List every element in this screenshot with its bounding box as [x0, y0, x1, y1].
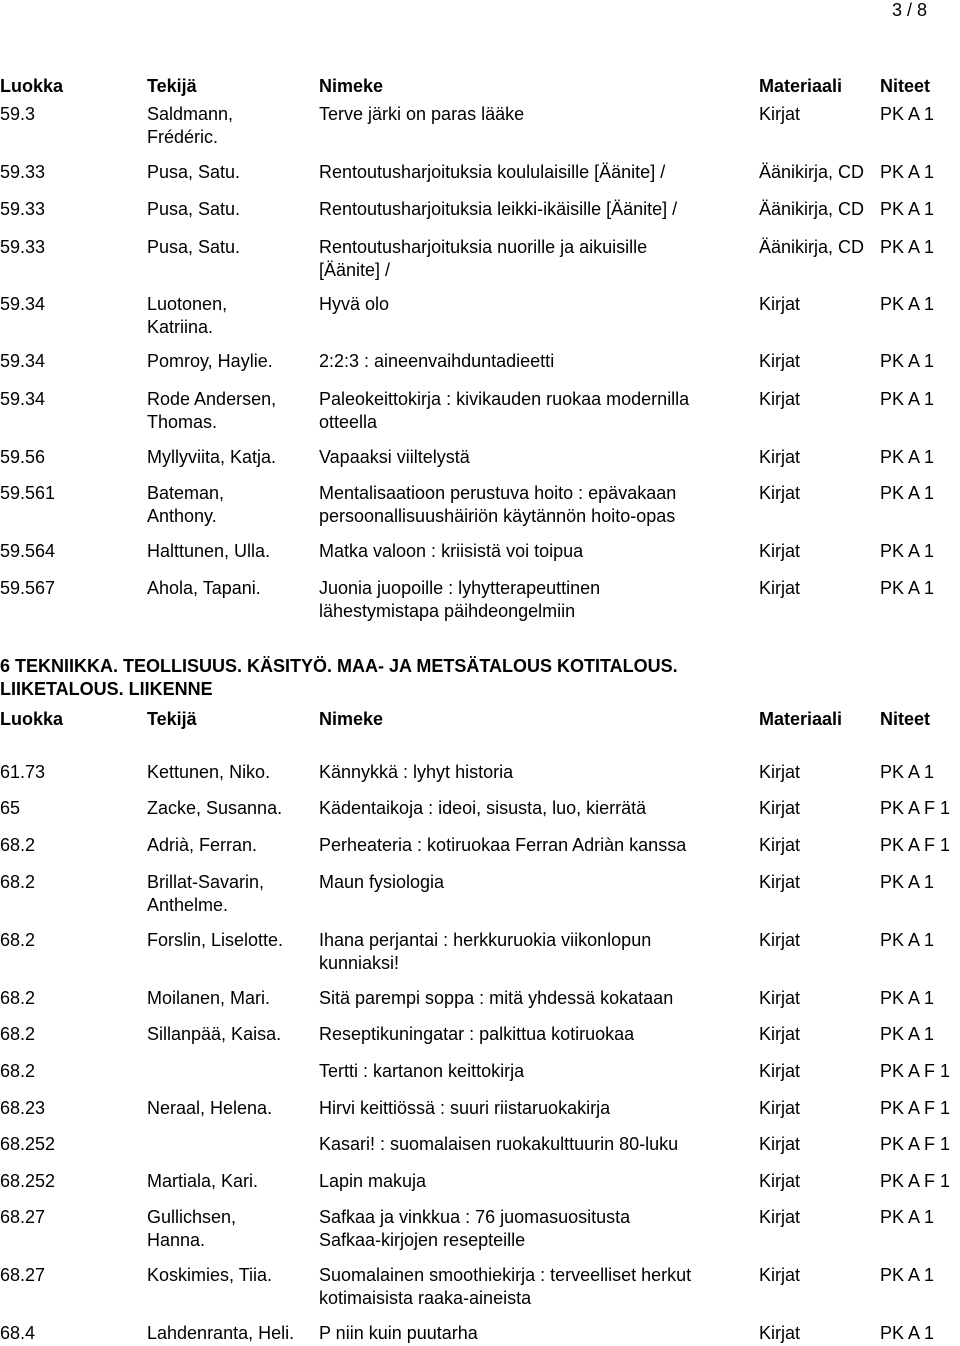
cell-luokka: 59.34 — [0, 389, 46, 409]
header-tekija: Tekijä — [147, 709, 197, 729]
cell-materiaali: Kirjat — [759, 1098, 801, 1118]
cell-materiaali: Kirjat — [759, 835, 801, 855]
cell-niteet: PK A 1 — [880, 541, 935, 561]
cell-niteet: PK A F 1 — [880, 835, 951, 855]
cell-nimeke-line: Terve järki on paras lääke — [319, 104, 525, 124]
cell-tekija-line: Saldmann, — [147, 104, 234, 124]
cell-materiaali: Kirjat — [759, 1061, 801, 1081]
cell-materiaali: Äänikirja, CD — [759, 199, 865, 219]
cell-materiaali: Kirjat — [759, 104, 801, 124]
cell-tekija-line: Sillanpää, Kaisa. — [147, 1024, 282, 1044]
cell-luokka: 68.4 — [0, 1323, 36, 1343]
cell-tekija-line: Koskimies, Tiia. — [147, 1265, 273, 1285]
cell-niteet: PK A F 1 — [880, 798, 951, 818]
cell-nimeke-line: Hirvi keittiössä : suuri riistaruokakirja — [319, 1098, 611, 1118]
cell-tekija-line: Forslin, Liselotte. — [147, 930, 284, 950]
cell-tekija — [147, 797, 282, 820]
cell-niteet: PK A F 1 — [880, 1171, 951, 1191]
cell-materiaali: Kirjat — [759, 1024, 801, 1044]
cell-tekija — [147, 834, 257, 857]
cell-nimeke — [319, 1264, 691, 1310]
cell-tekija-line: Halttunen, Ulla. — [147, 541, 271, 561]
cell-materiaali: Kirjat — [759, 1134, 801, 1154]
header-niteet: Niteet — [880, 76, 931, 96]
cell-luokka: 68.2 — [0, 835, 36, 855]
cell-tekija-line: Frédéric. — [147, 127, 219, 147]
cell-luokka: 68.2 — [0, 1024, 36, 1044]
cell-nimeke — [319, 577, 600, 623]
cell-luokka: 68.27 — [0, 1265, 46, 1285]
cell-nimeke-line: Tertti : kartanon keittokirja — [319, 1061, 525, 1081]
cell-materiaali: Äänikirja, CD — [759, 237, 865, 257]
cell-nimeke-line: 2:2:3 : aineenvaihduntadieetti — [319, 351, 555, 371]
cell-tekija-line: Luotonen, — [147, 294, 228, 314]
cell-tekija — [147, 482, 224, 528]
cell-luokka: 68.252 — [0, 1134, 56, 1154]
cell-nimeke-line: Suomalainen smoothiekirja : terveelliset herkut — [319, 1265, 692, 1285]
cell-materiaali: Äänikirja, CD — [759, 162, 865, 182]
cell-tekija-line: Pusa, Satu. — [147, 199, 241, 219]
cell-tekija-line: Moilanen, Mari. — [147, 988, 271, 1008]
cell-niteet: PK A 1 — [880, 762, 935, 782]
cell-materiaali: Kirjat — [759, 447, 801, 467]
cell-nimeke-line: Rentoutusharjoituksia koululaisille [Äänite] / — [319, 162, 666, 182]
cell-luokka: 68.252 — [0, 1171, 56, 1191]
cell-materiaali: Kirjat — [759, 389, 801, 409]
cell-tekija-line: Ahola, Tapani. — [147, 578, 261, 598]
cell-nimeke — [319, 350, 554, 373]
cell-tekija-line: Brillat-Savarin, — [147, 872, 265, 892]
cell-tekija — [147, 1264, 272, 1287]
cell-tekija — [147, 293, 227, 339]
cell-nimeke-line: Safkaa-kirjojen resepteille — [319, 1230, 526, 1250]
cell-tekija-line: Hanna. — [147, 1230, 206, 1250]
cell-materiaali: Kirjat — [759, 294, 801, 314]
cell-luokka: 68.2 — [0, 988, 36, 1008]
cell-materiaali: Kirjat — [759, 351, 801, 371]
cell-tekija — [147, 761, 270, 784]
cell-tekija — [147, 1322, 294, 1345]
cell-tekija — [147, 1206, 236, 1252]
cell-tekija — [147, 577, 261, 600]
cell-materiaali: Kirjat — [759, 872, 801, 892]
cell-tekija-line: Zacke, Susanna. — [147, 798, 283, 818]
cell-materiaali: Kirjat — [759, 988, 801, 1008]
cell-niteet: PK A 1 — [880, 294, 935, 314]
cell-tekija — [147, 236, 240, 259]
header-luokka: Luokka — [0, 76, 64, 96]
cell-nimeke — [319, 1023, 634, 1046]
cell-nimeke — [319, 871, 444, 894]
cell-niteet: PK A 1 — [880, 988, 935, 1008]
cell-tekija-line: Bateman, — [147, 483, 225, 503]
cell-nimeke — [319, 198, 677, 221]
cell-nimeke — [319, 929, 651, 975]
cell-tekija-line: Rode Andersen, — [147, 389, 277, 409]
cell-nimeke-line: Juonia juopoille : lyhytterapeuttinen — [319, 578, 601, 598]
cell-niteet: PK A 1 — [880, 447, 935, 467]
cell-luokka: 59.33 — [0, 162, 46, 182]
cell-materiaali: Kirjat — [759, 483, 801, 503]
cell-niteet: PK A 1 — [880, 483, 935, 503]
cell-tekija-line: Adrià, Ferran. — [147, 835, 258, 855]
cell-nimeke-line: otteella — [319, 412, 378, 432]
cell-nimeke-line: Vapaaksi viiltelystä — [319, 447, 470, 467]
cell-nimeke-line: Ihana perjantai : herkkuruokia viikonlopun — [319, 930, 652, 950]
cell-materiaali: Kirjat — [759, 1171, 801, 1191]
cell-luokka: 61.73 — [0, 762, 46, 782]
cell-nimeke-line: [Äänite] / — [319, 260, 391, 280]
cell-tekija — [147, 446, 276, 469]
cell-materiaali: Kirjat — [759, 1265, 801, 1285]
cell-nimeke — [319, 1322, 478, 1345]
cell-luokka: 59.33 — [0, 237, 46, 257]
cell-nimeke — [319, 1206, 630, 1252]
cell-luokka: 68.2 — [0, 930, 36, 950]
cell-niteet: PK A 1 — [880, 578, 935, 598]
cell-luokka: 59.34 — [0, 351, 46, 371]
cell-tekija — [147, 871, 264, 917]
cell-nimeke-line: Kasari! : suomalaisen ruokakulttuurin 80-luku — [319, 1134, 679, 1154]
cell-nimeke-line: Reseptikuningatar : palkittua kotiruokaa — [319, 1024, 635, 1044]
cell-luokka: 59.3 — [0, 104, 36, 124]
cell-nimeke-line: Sitä parempi soppa : mitä yhdessä kokataan — [319, 988, 674, 1008]
cell-nimeke — [319, 293, 389, 316]
cell-nimeke — [319, 236, 647, 282]
cell-luokka: 59.34 — [0, 294, 46, 314]
cell-nimeke-line: Rentoutusharjoituksia nuorille ja aikuisille — [319, 237, 648, 257]
cell-tekija-line: Pomroy, Haylie. — [147, 351, 273, 371]
cell-nimeke-line: Lapin makuja — [319, 1171, 427, 1191]
cell-nimeke-line: Kännykkä : lyhyt historia — [319, 762, 514, 782]
cell-nimeke-line: Paleokeittokirja : kivikauden ruokaa modernilla — [319, 389, 690, 409]
cell-tekija-line: Martiala, Kari. — [147, 1171, 259, 1191]
header-luokka: Luokka — [0, 709, 64, 729]
cell-nimeke — [319, 1060, 524, 1083]
cell-nimeke — [319, 1133, 678, 1156]
cell-tekija-line: Lahdenranta, Heli. — [147, 1323, 295, 1343]
cell-niteet: PK A F 1 — [880, 1061, 951, 1081]
cell-tekija — [147, 1097, 272, 1120]
cell-nimeke-line: Mentalisaatioon perustuva hoito : epävakaan — [319, 483, 677, 503]
section-title — [0, 655, 960, 701]
cell-nimeke-line: Perheateria : kotiruokaa Ferran Adriàn kanssa — [319, 835, 687, 855]
section-title-line: 6 TEKNIIKKA. TEOLLISUUS. KÄSITYÖ. MAA- JA METSÄTALOUS KOTITALOUS. — [0, 656, 678, 676]
cell-materiaali: Kirjat — [759, 1323, 801, 1343]
cell-niteet: PK A 1 — [880, 1207, 935, 1227]
cell-tekija — [147, 929, 283, 952]
cell-tekija — [147, 1170, 258, 1193]
cell-nimeke — [319, 388, 689, 434]
cell-niteet: PK A 1 — [880, 104, 935, 124]
cell-tekija-line: Thomas. — [147, 412, 218, 432]
cell-nimeke — [319, 161, 665, 184]
cell-luokka: 68.23 — [0, 1098, 46, 1118]
cell-materiaali: Kirjat — [759, 578, 801, 598]
section-title-line: LIIKETALOUS. LIIKENNE — [0, 679, 213, 699]
cell-tekija-line: Pusa, Satu. — [147, 237, 241, 257]
cell-tekija — [147, 161, 240, 184]
cell-tekija — [147, 1023, 281, 1046]
cell-tekija — [147, 987, 270, 1010]
cell-nimeke-line: Matka valoon : kriisistä voi toipua — [319, 541, 584, 561]
cell-luokka: 59.567 — [0, 578, 56, 598]
header-nimeke: Nimeke — [319, 709, 384, 729]
cell-nimeke — [319, 834, 686, 857]
cell-luokka: 65 — [0, 798, 21, 818]
cell-nimeke-line: Safkaa ja vinkkua : 76 juomasuositusta — [319, 1207, 631, 1227]
cell-nimeke-line: Kädentaikoja : ideoi, sisusta, luo, kierrätä — [319, 798, 647, 818]
cell-nimeke-line: persoonallisuushäiriön käytännön hoito-opas — [319, 506, 676, 526]
cell-nimeke-line: lähestymistapa päihdeongelmiin — [319, 601, 576, 621]
cell-materiaali: Kirjat — [759, 762, 801, 782]
cell-nimeke — [319, 1097, 610, 1120]
cell-materiaali: Kirjat — [759, 1207, 801, 1227]
cell-nimeke-line: Hyvä olo — [319, 294, 390, 314]
header-tekija: Tekijä — [147, 76, 197, 96]
header-materiaali: Materiaali — [759, 76, 843, 96]
cell-tekija-line: Myllyviita, Katja. — [147, 447, 277, 467]
cell-nimeke-line: P niin kuin puutarha — [319, 1323, 478, 1343]
cell-tekija — [147, 540, 270, 563]
cell-tekija-line: Neraal, Helena. — [147, 1098, 273, 1118]
cell-nimeke — [319, 987, 673, 1010]
cell-nimeke — [319, 1170, 426, 1193]
cell-niteet: PK A 1 — [880, 162, 935, 182]
cell-tekija — [147, 198, 240, 221]
cell-luokka: 68.2 — [0, 872, 36, 892]
cell-niteet: PK A 1 — [880, 199, 935, 219]
header-nimeke: Nimeke — [319, 76, 384, 96]
cell-niteet: PK A 1 — [880, 237, 935, 257]
cell-niteet: PK A F 1 — [880, 1134, 951, 1154]
cell-nimeke — [319, 103, 524, 126]
cell-luokka: 59.561 — [0, 483, 56, 503]
page-number: 3 / 8 — [892, 0, 928, 20]
cell-niteet: PK A 1 — [880, 351, 935, 371]
cell-niteet: PK A 1 — [880, 930, 935, 950]
cell-nimeke — [319, 797, 646, 820]
cell-nimeke-line: kunniaksi! — [319, 953, 400, 973]
cell-tekija — [147, 350, 273, 373]
header-niteet: Niteet — [880, 709, 931, 729]
cell-niteet: PK A 1 — [880, 389, 935, 409]
cell-luokka: 68.27 — [0, 1207, 46, 1227]
cell-tekija-line: Katriina. — [147, 317, 214, 337]
cell-niteet: PK A 1 — [880, 1323, 935, 1343]
cell-tekija-line: Gullichsen, — [147, 1207, 237, 1227]
cell-nimeke — [319, 761, 513, 784]
cell-luokka: 59.564 — [0, 541, 56, 561]
cell-materiaali: Kirjat — [759, 541, 801, 561]
cell-nimeke-line: kotimaisista raaka-aineista — [319, 1288, 532, 1308]
cell-tekija-line: Pusa, Satu. — [147, 162, 241, 182]
cell-nimeke — [319, 482, 676, 528]
cell-niteet: PK A 1 — [880, 1024, 935, 1044]
cell-nimeke — [319, 540, 583, 563]
cell-luokka: 59.56 — [0, 447, 46, 467]
header-materiaali: Materiaali — [759, 709, 843, 729]
cell-niteet: PK A 1 — [880, 872, 935, 892]
cell-materiaali: Kirjat — [759, 798, 801, 818]
cell-tekija-line: Kettunen, Niko. — [147, 762, 271, 782]
cell-tekija-line: Anthony. — [147, 506, 217, 526]
cell-nimeke-line: Maun fysiologia — [319, 872, 445, 892]
cell-tekija-line: Anthelme. — [147, 895, 229, 915]
cell-luokka: 68.2 — [0, 1061, 36, 1081]
cell-niteet: PK A F 1 — [880, 1098, 951, 1118]
cell-luokka: 59.33 — [0, 199, 46, 219]
cell-nimeke-line: Rentoutusharjoituksia leikki-ikäisille [Äänite] / — [319, 199, 678, 219]
cell-niteet: PK A 1 — [880, 1265, 935, 1285]
cell-tekija — [147, 388, 276, 434]
cell-tekija — [147, 103, 233, 149]
cell-nimeke — [319, 446, 470, 469]
cell-materiaali: Kirjat — [759, 930, 801, 950]
